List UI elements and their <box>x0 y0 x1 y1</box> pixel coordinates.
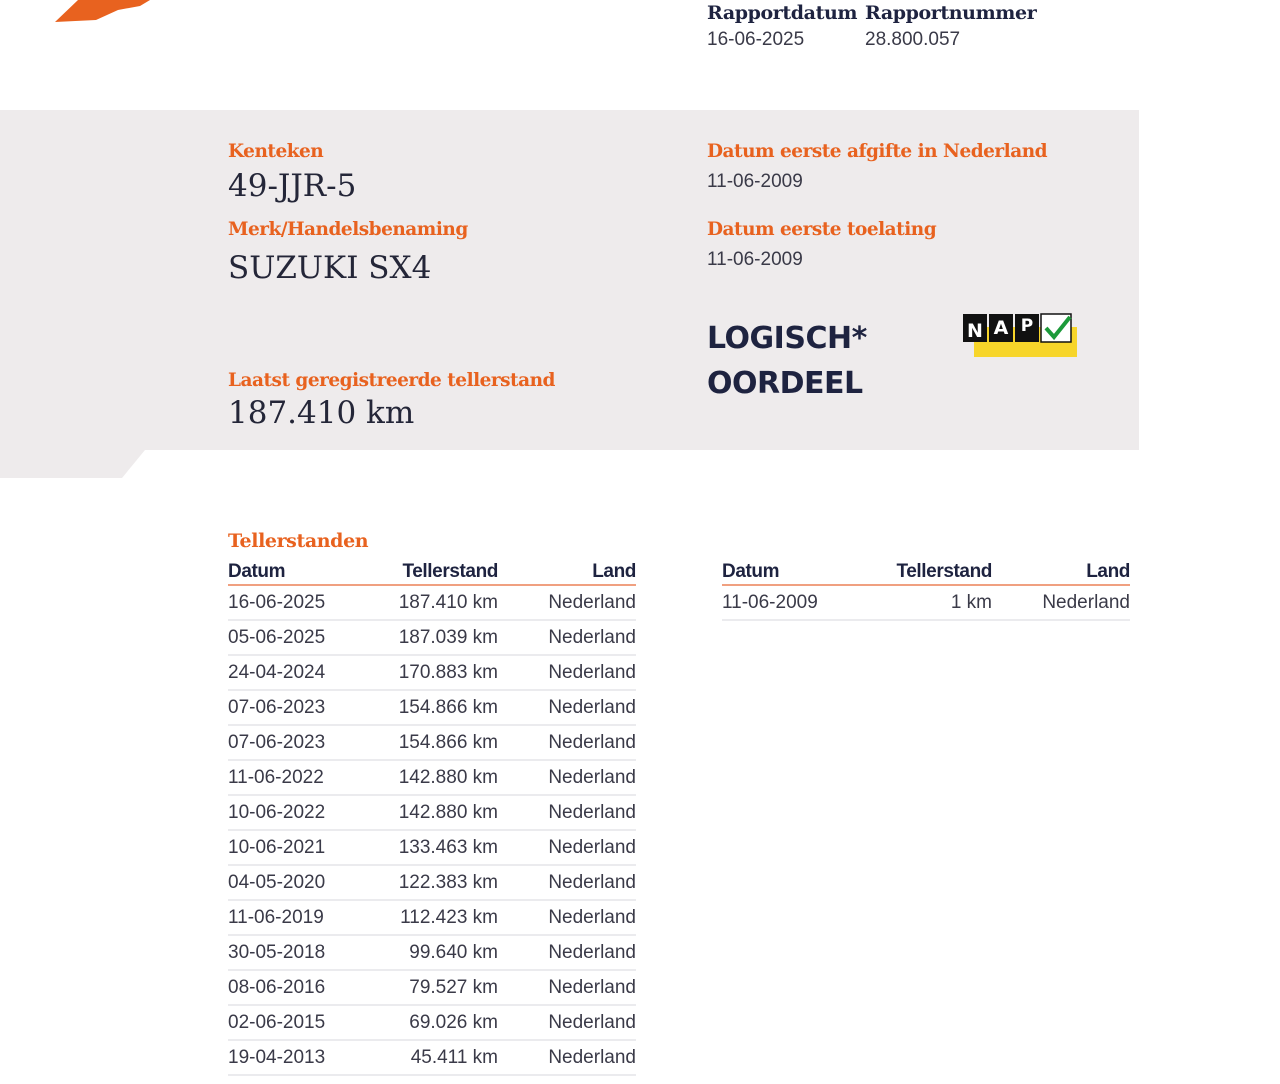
cell-date: 11-06-2022 <box>228 766 324 788</box>
readings-title: Tellerstanden <box>228 530 369 552</box>
table-row <box>228 831 636 866</box>
report-number-block <box>865 2 1036 51</box>
col-date-header: Datum <box>722 561 780 582</box>
make-label: Merk/Handelsbenaming <box>228 219 468 240</box>
cell-reading: 99.640 km <box>409 941 498 963</box>
nap-letter-n: N <box>967 320 983 342</box>
cell-country: Nederland <box>548 801 636 823</box>
report-date-label: Rapportdatum <box>707 2 858 24</box>
cell-country: Nederland <box>548 1011 636 1033</box>
cell-reading: 79.527 km <box>409 976 498 998</box>
first-admission-label: Datum eerste toelating <box>707 219 937 240</box>
table-row <box>228 1006 636 1041</box>
make-value: SUZUKI SX4 <box>228 250 432 286</box>
col-date-header: Datum <box>228 561 286 582</box>
table-row <box>228 691 636 726</box>
cell-date: 10-06-2022 <box>228 801 326 823</box>
cell-country: Nederland <box>548 696 636 718</box>
cell-date: 04-05-2020 <box>228 871 326 893</box>
report-number-label: Rapportnummer <box>865 2 1037 24</box>
cell-reading: 170.883 km <box>398 661 498 683</box>
cell-reading: 142.880 km <box>398 801 498 823</box>
cell-reading: 112.423 km <box>400 906 498 928</box>
cell-date: 16-06-2025 <box>228 591 326 613</box>
table-header <box>228 560 636 586</box>
cell-country: Nederland <box>548 731 636 753</box>
col-reading-header: Tellerstand <box>402 561 498 582</box>
cell-reading: 1 km <box>950 591 992 613</box>
cell-date: 07-06-2023 <box>228 731 326 753</box>
nap-logo <box>962 313 1077 358</box>
cell-date: 08-06-2016 <box>228 976 326 998</box>
table-row <box>228 621 636 656</box>
table-body <box>722 586 1130 621</box>
cell-country: Nederland <box>548 871 636 893</box>
table-header <box>722 560 1130 586</box>
table-row <box>228 936 636 971</box>
table-row <box>228 656 636 691</box>
cell-country: Nederland <box>548 1046 636 1068</box>
table-row <box>228 1041 636 1076</box>
report-date-value: 16-06-2025 <box>707 29 805 50</box>
col-country-header: Land <box>592 561 636 582</box>
cell-reading: 133.463 km <box>398 836 498 858</box>
cell-reading: 154.866 km <box>398 696 498 718</box>
table-row <box>228 796 636 831</box>
cell-date: 19-04-2013 <box>228 1046 326 1068</box>
report-date-block <box>707 2 857 51</box>
table-body <box>228 586 636 1076</box>
cell-date: 10-06-2021 <box>228 836 326 858</box>
table-row <box>228 901 636 936</box>
nap-letter-p: P <box>1020 316 1034 336</box>
nap-verdict <box>707 316 867 406</box>
nap-letter-a: A <box>993 317 1009 339</box>
cell-reading: 69.026 km <box>409 1011 498 1033</box>
cell-country: Nederland <box>548 976 636 998</box>
table-row <box>722 586 1130 621</box>
cell-date: 11-06-2019 <box>228 906 324 928</box>
col-country-header: Land <box>1086 561 1130 582</box>
readings-table-left <box>228 560 636 1076</box>
first-admission-value: 11-06-2009 <box>707 249 803 270</box>
cell-country: Nederland <box>548 626 636 648</box>
first-issue-nl-label: Datum eerste afgifte in Nederland <box>707 141 1048 162</box>
plate-value: 49-JJR-5 <box>228 168 357 204</box>
readings-table-right <box>722 560 1130 621</box>
cell-reading: 122.383 km <box>398 871 498 893</box>
table-row <box>228 586 636 621</box>
cell-date: 11-06-2009 <box>722 591 818 613</box>
cell-reading: 187.410 km <box>398 591 498 613</box>
first-issue-nl-value: 11-06-2009 <box>707 171 803 192</box>
odometer-label: Laatst geregistreerde tellerstand <box>228 370 555 391</box>
table-row <box>228 971 636 1006</box>
cell-reading: 187.039 km <box>398 626 498 648</box>
plate-label: Kenteken <box>228 141 324 162</box>
cell-date: 24-04-2024 <box>228 661 326 683</box>
cell-country: Nederland <box>548 766 636 788</box>
cell-country: Nederland <box>548 836 636 858</box>
odometer-value: 187.410 km <box>228 395 415 431</box>
verdict-line-1: LOGISCH* <box>707 321 867 356</box>
cell-date: 07-06-2023 <box>228 696 326 718</box>
table-row <box>228 866 636 901</box>
cell-country: Nederland <box>548 906 636 928</box>
verdict-line-2: OORDEEL <box>707 366 863 401</box>
cell-country: Nederland <box>548 661 636 683</box>
cell-country: Nederland <box>548 941 636 963</box>
cell-reading: 45.411 km <box>410 1046 498 1068</box>
col-reading-header: Tellerstand <box>896 561 992 582</box>
table-row <box>228 761 636 796</box>
table-row <box>228 726 636 761</box>
report-number-value: 28.800.057 <box>865 29 961 50</box>
cell-country: Nederland <box>548 591 636 613</box>
logo-shape <box>0 0 180 30</box>
cell-date: 30-05-2018 <box>228 941 326 963</box>
cell-reading: 154.866 km <box>398 731 498 753</box>
cell-country: Nederland <box>1042 591 1130 613</box>
panel-tab-shape <box>0 450 150 480</box>
cell-date: 05-06-2025 <box>228 626 326 648</box>
cell-reading: 142.880 km <box>398 766 498 788</box>
cell-date: 02-06-2015 <box>228 1011 326 1033</box>
